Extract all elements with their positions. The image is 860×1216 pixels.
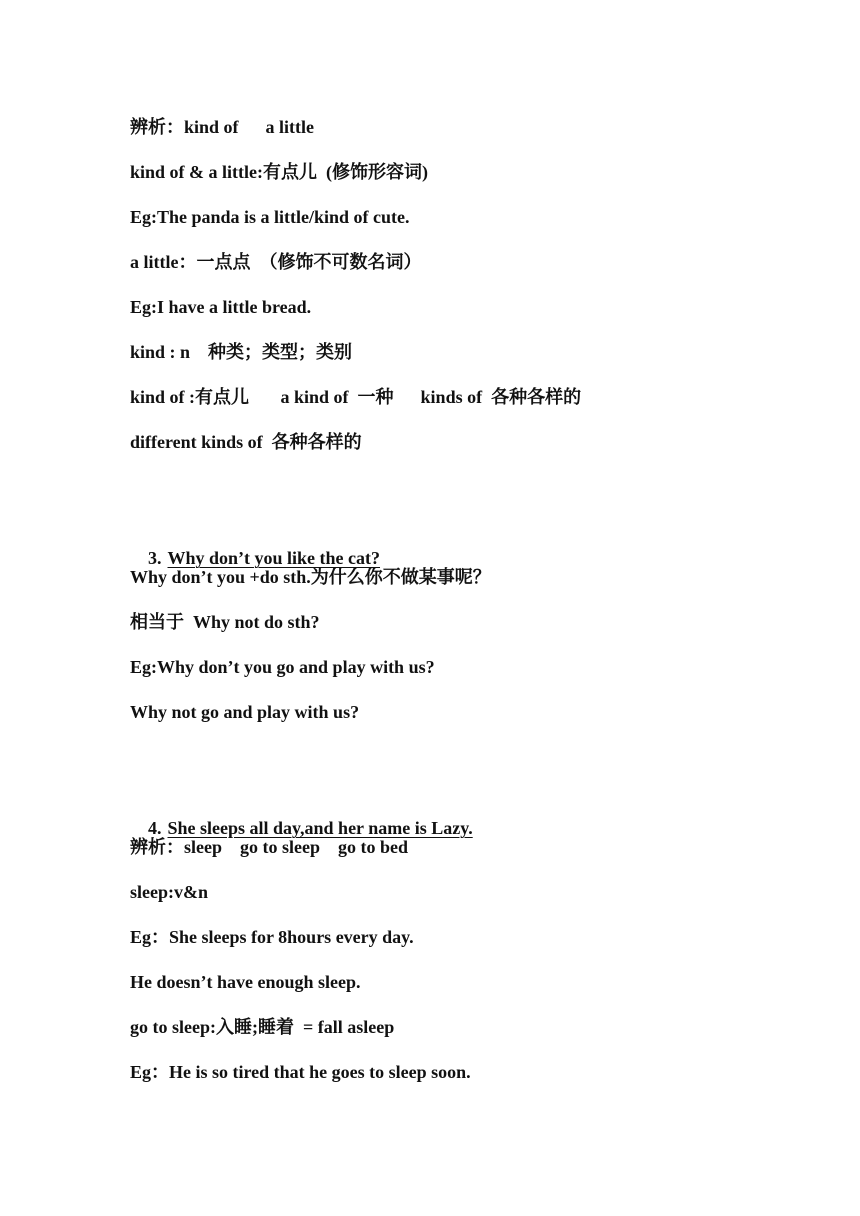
text-line: go to sleep:入睡;睡着 = fall asleep [130, 1017, 395, 1037]
text-line: sleep:v&n [130, 882, 208, 902]
text-line: a little：一点点 （修饰不可数名词） [130, 252, 422, 272]
text-line: Eg:Why don’t you go and play with us? [130, 657, 435, 677]
text-line: kind of :有点儿 a kind of 一种 kinds of 各种各样的 [130, 387, 582, 407]
section-number: 4. [148, 818, 162, 838]
text-line: Eg：He is so tired that he goes to sleep soon. [130, 1062, 471, 1082]
text-line: 相当于 Why not do sth? [130, 612, 320, 632]
section-title: She sleeps all day,and her name is Lazy. [167, 818, 473, 838]
text-line: 辨析：sleep go to sleep go to bed [130, 837, 408, 857]
text-line: different kinds of 各种各样的 [130, 432, 362, 452]
section-title: Why don’t you like the cat? [167, 548, 381, 568]
text-line: Why not go and play with us? [130, 702, 360, 722]
text-line: Why don’t you +do sth.为什么你不做某事呢？ [130, 567, 491, 587]
section-number: 3. [148, 548, 162, 568]
section-heading-3 [130, 519, 810, 568]
text-line: Eg：She sleeps for 8hours every day. [130, 927, 414, 947]
text-line: He doesn’t have enough sleep. [130, 972, 361, 992]
text-line: kind : n 种类；类型；类别 [130, 342, 353, 362]
section-heading-4 [130, 789, 810, 838]
text-line: Eg:The panda is a little/kind of cute. [130, 207, 410, 227]
text-line: 辨析：kind of a little [130, 117, 315, 137]
text-line: kind of & a little:有点儿 (修饰形容词) [130, 162, 428, 182]
text-line: Eg:I have a little bread. [130, 297, 312, 317]
